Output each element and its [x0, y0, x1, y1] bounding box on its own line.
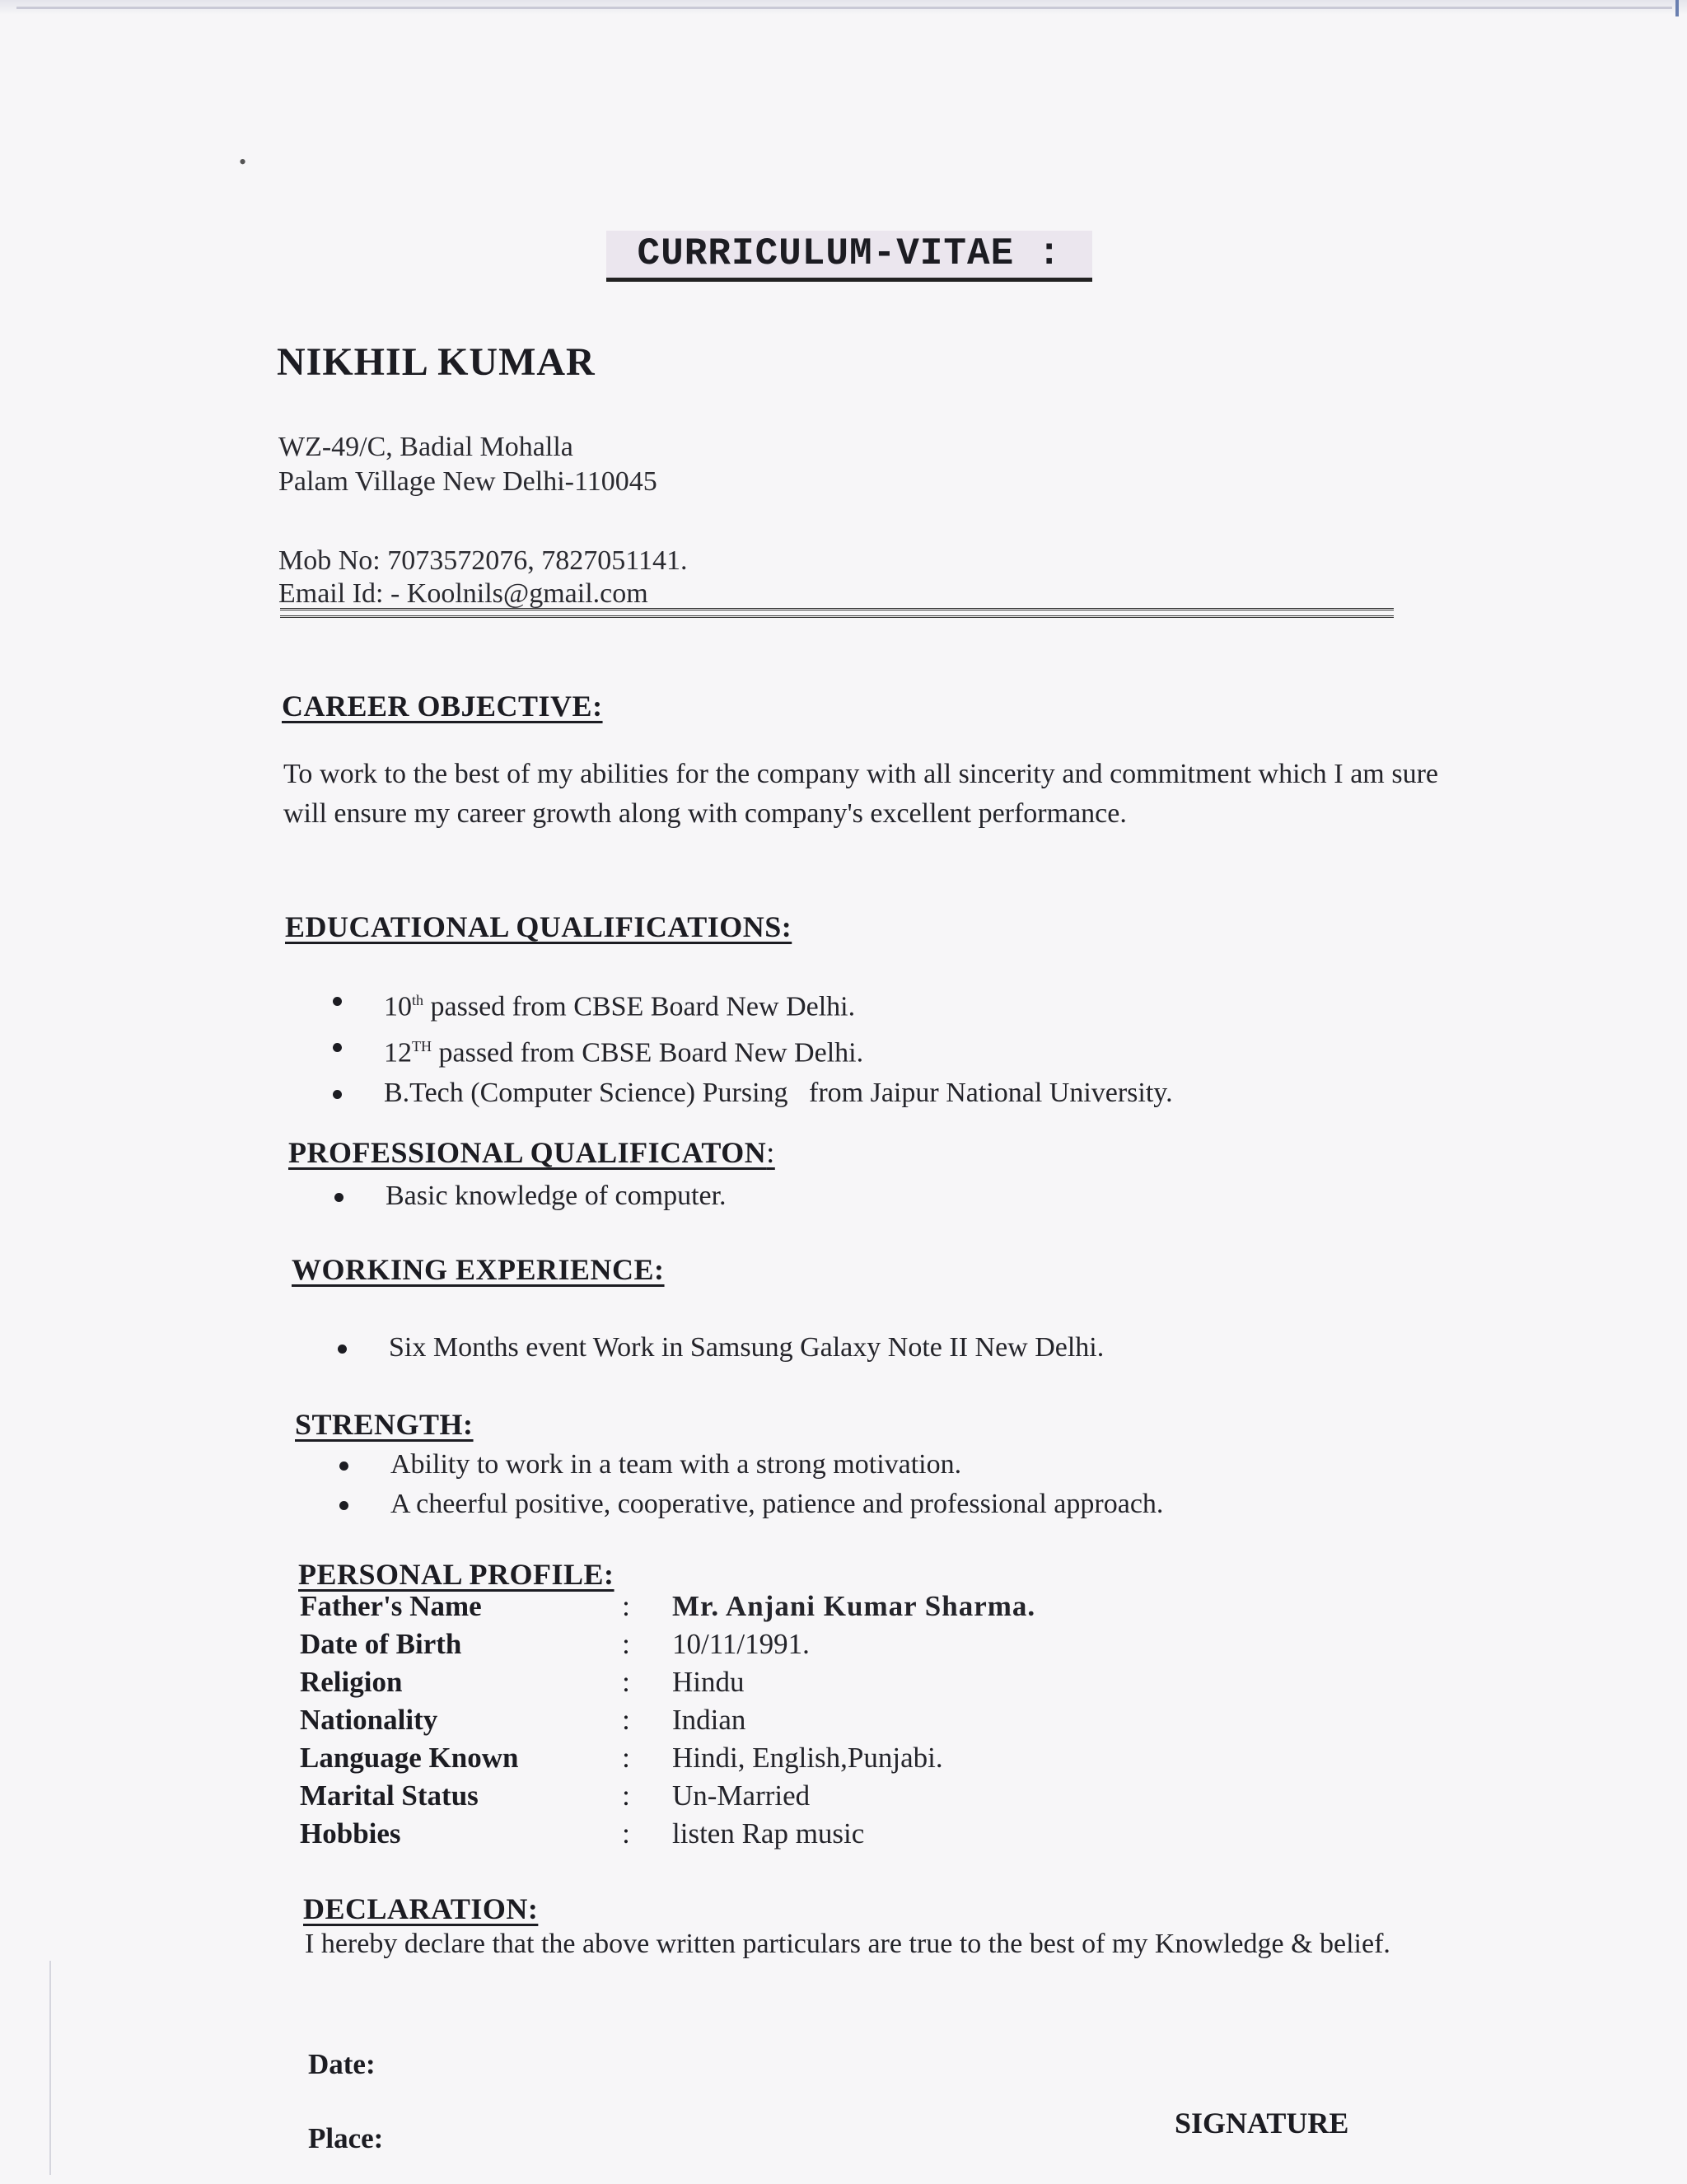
scan-artifact-line — [49, 1961, 51, 2175]
list-item: 10th passed from CBSE Board New Delhi. — [333, 980, 1173, 1027]
experience-heading: WORKING EXPERIENCE: — [292, 1253, 665, 1286]
table-row: Language Known : Hindi, English,Punjabi. — [300, 1742, 943, 1774]
declaration-text: I hereby declare that the above written particulars are true to the best of my Knowledge & belief. — [305, 1929, 1390, 1959]
list-item: Basic knowledge of computer. — [334, 1176, 727, 1216]
professional-list — [334, 1176, 727, 1216]
personal-profile-table — [300, 1590, 1035, 1855]
list-item: Six Months event Work in Samsung Galaxy Note II New Delhi. — [338, 1328, 1104, 1368]
bullet-icon — [338, 1345, 347, 1354]
signature-label: SIGNATURE — [1175, 2107, 1349, 2140]
email-address: Email Id: - Koolnils@gmail.com — [278, 578, 648, 609]
table-row: Date of Birth : 10/11/1991. — [300, 1628, 810, 1660]
scan-speck: • — [239, 150, 247, 174]
table-row: Marital Status : Un-Married — [300, 1779, 811, 1812]
experience-list — [338, 1328, 1104, 1368]
bullet-icon — [339, 1501, 348, 1510]
table-row: Nationality : Indian — [300, 1704, 746, 1736]
list-item: A cheerful positive, cooperative, patience and professional approach. — [339, 1485, 1163, 1524]
career-objective-text: To work to the best of my abilities for the company with all sincerity and commitment which I am sure will ensure my career growth along with company's excellent performance. — [283, 759, 1438, 829]
scan-artifact-mark — [1675, 0, 1679, 16]
candidate-name: NIKHIL KUMAR — [277, 340, 596, 384]
separator-rule — [280, 608, 1394, 618]
mobile-number: Mob No: 7073572076, 7827051141. — [278, 545, 688, 576]
bullet-icon — [333, 1090, 342, 1099]
bullet-icon — [339, 1461, 348, 1471]
declaration-heading: DECLARATION: — [303, 1892, 539, 1925]
scan-artifact-line — [16, 7, 1672, 9]
bullet-icon — [334, 1193, 343, 1202]
bullet-icon — [333, 997, 342, 1006]
strength-heading: STRENGTH: — [295, 1408, 474, 1441]
bullet-icon — [333, 1043, 342, 1052]
education-heading: EDUCATIONAL QUALIFICATIONS: — [285, 910, 792, 943]
list-item: 12TH passed from CBSE Board New Delhi. — [333, 1027, 1173, 1073]
personal-profile-heading: PERSONAL PROFILE: — [298, 1558, 615, 1591]
professional-heading: PROFESSIONAL QUALIFICATON: — [288, 1136, 775, 1169]
address-line-2: Palam Village New Delhi-110045 — [278, 466, 657, 497]
address-line-1: WZ-49/C, Badial Mohalla — [278, 432, 573, 462]
document-title: CURRICULUM-VITAE : — [606, 231, 1092, 282]
table-row: Religion : Hindu — [300, 1666, 745, 1698]
list-item: Ability to work in a team with a strong motivation. — [339, 1445, 1163, 1485]
table-row: Hobbies : listen Rap music — [300, 1817, 865, 1850]
table-row: Father's Name : Mr. Anjani Kumar Sharma. — [300, 1590, 1036, 1622]
date-label: Date: — [308, 2048, 376, 2080]
education-list — [333, 980, 1173, 1113]
career-objective-heading: CAREER OBJECTIVE: — [282, 690, 603, 723]
place-label: Place: — [308, 2122, 384, 2154]
list-item: B.Tech (Computer Science) Pursing from Jaipur National University. — [333, 1073, 1173, 1113]
strength-list — [339, 1445, 1163, 1524]
